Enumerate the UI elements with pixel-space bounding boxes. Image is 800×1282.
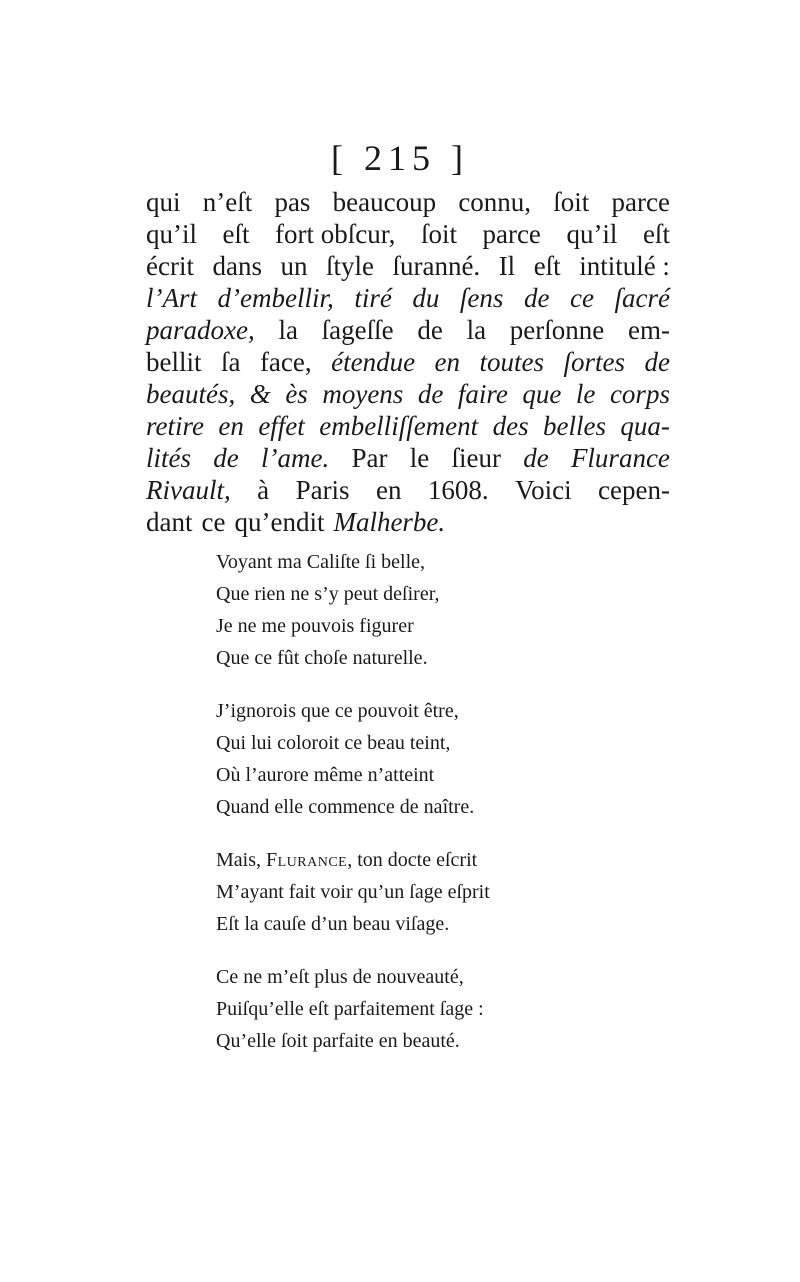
- prose-line: [146, 474, 670, 506]
- prose-word: ès: [285, 379, 308, 409]
- verse-text: J’ignorois que ce pouvoit être,: [216, 700, 459, 722]
- verse-text: M’ayant fait voir qu’un ſage eſprit: [216, 881, 490, 903]
- prose-word: toutes: [479, 347, 544, 377]
- verse-text: Que ce fût choſe naturelle.: [216, 647, 428, 669]
- prose-word: ſortes: [563, 347, 625, 377]
- poem-verse: [216, 961, 616, 993]
- prose-word: pas: [274, 187, 311, 217]
- prose-word: parce: [482, 219, 541, 249]
- verse-text: Voyant ma Caliſte ſi belle,: [216, 551, 426, 573]
- poem-verse: [216, 844, 616, 876]
- prose-word: cepen-: [598, 475, 670, 505]
- poem-stanza: [216, 695, 616, 823]
- prose-word: qu’il: [566, 219, 618, 249]
- poem-verse: [216, 578, 616, 610]
- prose-word: &: [249, 379, 271, 409]
- prose-word: lités: [146, 443, 191, 473]
- prose-word: Voici: [515, 475, 572, 505]
- prose-word: un: [280, 251, 308, 281]
- verse-text: Puiſqu’elle eſt parfaitement ſage :: [216, 998, 484, 1020]
- prose-word: ſa: [220, 347, 241, 377]
- prose-word: Rivault,: [146, 475, 231, 505]
- prose-word: le: [575, 379, 596, 409]
- prose-word: ſieur: [451, 443, 501, 473]
- prose-line: [146, 410, 670, 442]
- prose-word: Par: [351, 443, 388, 473]
- prose-word: la: [466, 315, 487, 345]
- prose-word: étendue: [331, 347, 416, 377]
- prose-word: ce: [570, 283, 594, 313]
- poem-verse: [216, 727, 616, 759]
- poem-verse: [216, 759, 616, 791]
- prose-word: fort obſcur,: [275, 219, 396, 249]
- verse-text: Eſt la cauſe d’un beau viſage.: [216, 913, 450, 935]
- prose-word: le: [409, 443, 430, 473]
- prose-word: faire: [457, 379, 508, 409]
- prose-word: perſonne: [509, 315, 605, 345]
- verse-text: Qui lui coloroit ce beau teint,: [216, 732, 451, 754]
- prose-word: n’eſt: [202, 187, 253, 217]
- prose-word: en: [218, 411, 244, 441]
- prose-word: belles: [543, 411, 606, 441]
- page-number: [ 215 ]: [331, 138, 469, 178]
- poem-verse: [216, 546, 616, 578]
- poem-verse: [216, 695, 616, 727]
- prose-word: tiré: [354, 283, 392, 313]
- prose-word: qui: [146, 187, 181, 217]
- prose-word: effet: [258, 411, 305, 441]
- prose-word: l’ame.: [260, 443, 330, 473]
- prose-word: la: [278, 315, 298, 345]
- prose-word: l’Art: [146, 283, 197, 313]
- verse-text: Mais,: [216, 849, 266, 871]
- prose-word: en: [375, 475, 402, 505]
- verse-text: Quand elle commence de naître.: [216, 796, 475, 818]
- prose-word: eſt: [222, 219, 250, 249]
- prose-word: ſtyle: [325, 251, 374, 281]
- prose-word: que: [522, 379, 562, 409]
- prose-word: retire: [146, 411, 204, 441]
- prose-line: [146, 506, 670, 538]
- verse-text: , ton docte eſcrit: [347, 849, 478, 871]
- prose-word: parce: [611, 187, 670, 217]
- prose-word: eſt: [642, 219, 670, 249]
- prose-word: de: [523, 283, 550, 313]
- prose-word: qu’il: [146, 219, 197, 249]
- prose-word: ſacré: [614, 283, 670, 313]
- prose-word: intitulé :: [579, 251, 670, 281]
- poem-verse: [216, 876, 616, 908]
- prose-word: ce: [201, 507, 226, 537]
- prose-word: Paris: [295, 475, 350, 505]
- prose-word: du: [412, 283, 440, 313]
- poem-stanza: [216, 546, 616, 674]
- prose-word: de: [523, 443, 549, 473]
- poem-verse: [216, 791, 616, 823]
- prose-word: beautés,: [146, 379, 236, 409]
- prose-word: Flurance: [570, 443, 670, 473]
- prose-word: de: [417, 315, 443, 345]
- prose-word: beaucoup: [332, 187, 437, 217]
- prose-line: [146, 218, 670, 250]
- prose-word: Il: [498, 251, 516, 281]
- verse-text: Qu’elle ſoit parfaite en beauté.: [216, 1030, 460, 1052]
- prose-word: d’embellir,: [217, 283, 334, 313]
- poem: [216, 546, 616, 1078]
- prose-line: [146, 282, 670, 314]
- poem-verse: [216, 1025, 616, 1057]
- poem-verse: [216, 993, 616, 1025]
- prose-word: 1608.: [427, 475, 489, 505]
- prose-word: qu’endit: [234, 507, 325, 537]
- prose-word: em-: [627, 315, 670, 345]
- prose-word: écrit: [146, 251, 194, 281]
- prose-word: de: [644, 347, 670, 377]
- poem-verse: [216, 908, 616, 940]
- prose-line: [146, 314, 670, 346]
- prose-word: paradoxe,: [146, 315, 255, 345]
- prose-line: [146, 346, 670, 378]
- prose-word: qua-: [620, 411, 670, 441]
- verse-name: Flurance: [266, 849, 348, 871]
- verse-text: Où l’aurore même n’atteint: [216, 764, 435, 786]
- prose-word: ſageſſe: [321, 315, 394, 345]
- prose-line: [146, 442, 670, 474]
- prose-word: de: [213, 443, 239, 473]
- prose-word: moyens: [322, 379, 404, 409]
- prose-word: ſuranné.: [392, 251, 481, 281]
- prose-word: eſt: [533, 251, 561, 281]
- poem-stanza: [216, 961, 616, 1057]
- prose-word: à: [257, 475, 270, 505]
- prose-word: corps: [609, 379, 670, 409]
- prose-word: embelliſſement: [319, 411, 479, 441]
- prose-word: en: [434, 347, 461, 377]
- poem-stanza: [216, 844, 616, 940]
- poem-verse: [216, 642, 616, 674]
- prose-paragraph: [146, 186, 670, 538]
- prose-line: [146, 250, 670, 282]
- verse-text: Ce ne m’eſt plus de nouveauté,: [216, 966, 464, 988]
- verse-text: Que rien ne s’y peut deſirer,: [216, 583, 440, 605]
- prose-line: [146, 186, 670, 218]
- prose-word: des: [492, 411, 529, 441]
- prose-word: Malherbe.: [333, 507, 446, 537]
- prose-word: de: [417, 379, 444, 409]
- prose-word: ſens: [459, 283, 504, 313]
- prose-word: ſoit: [420, 219, 457, 249]
- prose-word: ſoit: [553, 187, 590, 217]
- prose-word: dans: [212, 251, 262, 281]
- prose-word: face,: [259, 347, 312, 377]
- poem-verse: [216, 610, 616, 642]
- prose-word: connu,: [458, 187, 532, 217]
- verse-text: Je ne me pouvois figurer: [216, 615, 414, 637]
- prose-word: bellit: [146, 347, 202, 377]
- prose-line: [146, 378, 670, 410]
- prose-word: dant: [146, 507, 193, 537]
